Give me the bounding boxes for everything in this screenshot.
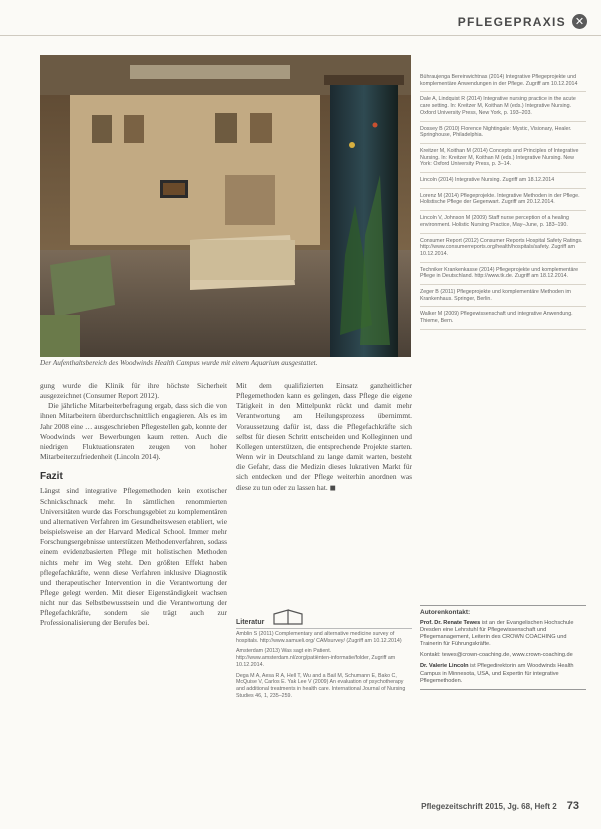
literature-box (236, 608, 412, 701)
author-2 (420, 663, 586, 684)
journal-citation: Pflegezeitschrift 2015, Jg. 68, Heft 2 (421, 802, 557, 811)
author-1-contact: Kontakt: tewes@crown-coaching.de, www.crown-coaching.de (420, 652, 573, 659)
section-heading: Fazit (40, 471, 63, 483)
header-rule (0, 35, 601, 36)
author-1-name: Prof. Dr. Renate Tewes (420, 620, 481, 626)
text-column-2 (236, 381, 412, 493)
reference-item: Bühraujenga Bereinwichtnas (2014) Integrative Pflegeprojekte und komplementäre Anwendungen in der Pflege. Zugriff am 10.12.2014 (420, 70, 586, 92)
paragraph: Mit dem qualifizierten Einsatz ganzheitlicher Pflegemethoden kann es gelingen, dass Pflege die eigene Tätigkeit in den Mittelpunkt rückt und damit mehr Verantwortung am Heilungsprozess übernimmt. Voraussetzung dafür ist, dass die Pflegefachkräfte sich selbst für diesen Schritt entscheiden und Kolleginnen und Kollegen unterstützen, die entsprechende Projekte starten. Wenn wir in Deutschland zu lange damit warten, besteht die Gefahr, dass die Medizin dieses lukrativen Markt für sich entdecken und der Pflege weiterhin anordnen was diese zu tun oder zu lassen hat. ◼ (236, 381, 412, 492)
reference-item: Dossey B (2010) Florence Nightingale: Mystic, Visionary, Healer. Springhouse, Philadelphia. (420, 122, 586, 144)
photo-caption: Der Aufenthaltsbereich des Woodwinds Health Campus wurde mit einem Aquarium ausgestattet. (40, 359, 318, 367)
reference-item: Kreitzer M, Koithan M (2014) Concepts and Principles of Integrative Nursing. In: Kreitzer M, Koithan M (eds.) Integrative Nursing. New York: Oxford University Press, p. 3–14. (420, 144, 586, 173)
author-1 (420, 620, 586, 648)
literature-title: Literatur (236, 619, 265, 626)
author-2-bio: ist Pflegedirektorin am Woodwinds Health Campus in Minnesota, USA, und Expertin für integrative Pflegemethoden. (420, 663, 574, 684)
literature-item: Amsterdam (2013) Was sagt ein Patient. http://www.amsterdam.nl/zorg/patiënten-informatie/folder, Zugriff am 10.12.2014. (236, 648, 396, 668)
paragraph: Längst sind integrative Pflegemethoden kein exotischer Schnickschnack mehr. In sämtlichen renommierten Universitäten wurde das Forschungsgebiet zu komplementären und alternativen Verfahren im Gesundheitswesen etabliert, wie beispielsweise an der Harvard Medical School. Immer mehr Forschungsergebnisse unterstützen Methodenverfahren, sodass einem evidenzbasierten Pflege mit holistischen Methoden nichts mehr im Weg steht. Den größten Effekt haben pflegefachkräfte, wenn diese Verfahren inklusive Diagnostik und therapeutischer Intervention in die Verantwortung der Pflege gelegt werden. Mit dieser Eigenständigkeit wachsen nicht nur das Selbstbewusstsein und die Verantwortung der Pflegefachkräfte, sondern sie trägt auch zur Professionalisierung der Berufes bei. (40, 486, 227, 628)
book-icon (272, 608, 306, 626)
literature-item: Amblin S (2011) Complementary and alternative medicine survey of hospitals. http://www.samueli.org/ CAMsurvey/ (Zugriff am 10.12.2014) (236, 631, 402, 644)
page-header (458, 14, 587, 29)
page-number: 73 (566, 800, 579, 812)
reference-item: Lorenz M (2014) Pflegeprojekte. Integrative Methoden in der Pflege. Holistische Pflege der Gegenwart. Zugriff am 20.12.2014. (420, 189, 586, 211)
author-contact-title: Autorenkontakt: (420, 609, 471, 616)
aquarium-photo (40, 55, 411, 357)
page-footer (421, 800, 579, 812)
literature-header (236, 608, 412, 629)
author-contact-box (420, 605, 586, 690)
author-1-bio: ist an der Evangelischen Hochschule Dresden eine Lehrstuhl für Pflegewissenschaft und Pflegemanagement, Leiterin des CROWN COACHING und Trainerin für Führungskräfte. (420, 620, 574, 648)
reference-item: Consumer Report (2012) Consumer Reports Hospital Safety Ratings. http://www.consumerreports.org/health/hospitals/safety. Zugriff am 10.12.2014. (420, 234, 586, 263)
reference-item: Lincoln (2014) Integrative Nursing. Zugriff am 18.12.2014 (420, 173, 586, 189)
paragraph: gung wurde die Klinik für ihre höchste Sicherheit ausgezeichnet (Consumer Report 2012). (40, 381, 227, 401)
reference-list (420, 70, 586, 330)
text-column-1 (40, 381, 227, 629)
reference-item: Walker M (2009) Pflegewissenschaft und integrative Anwendung. Thieme, Bern. (420, 307, 586, 329)
paragraph: Die jährliche Mitarbeiterbefragung ergab, dass sich die von ihnen Mitarbeitern überdurchschnittlich engagieren. Als es im Jahr 2008 eine … ausgeschrieben Pflegestellen gab, konnte der Woodwinds wer Bewerbungen kaum retten. Auch die niedrigen Fluktuationsraten zeugen von hoher Mitarbeiterzufriedenheit (Lincoln 2014). (40, 401, 227, 462)
section-title: PFLEGEPRAXIS (457, 14, 566, 29)
reference-item: Lincoln V, Johnson M (2009) Staff nurse perception of a healing environment. Holistic Nursing Practice, May–June, p. 183–190. (420, 211, 586, 233)
author-2-name: Dr. Valerie Lincoln (420, 663, 469, 670)
reference-item: Dale A, Lindquist R (2014) Integrative nursing practice in the acute care setting. In: Kreitzer M, Koithan M (eds.) Integrative Nursing. Oxford University Press, New York, p. 193–203. (420, 92, 586, 121)
literature-item: Dega M A, Aesa R A, Hell T, Wu and a Bail M, Schumann E, Bako C, McQuise V, Carlos E. Yak Lee V (2009) An evaluation of psychotherapy and additional treatments in health care. International Journal of Nursing Studies 46, 1, 235–259. (236, 672, 406, 699)
reference-item: Techniker Krankenkasse (2014) Pflegeprojekte und komplementäre Pflege in Deutschland. http://www.tk.de. Zugriff am 18.12.2014. (420, 263, 586, 285)
close-icon: ✕ (572, 14, 587, 29)
reference-item: Zeger B (2011) Pflegeprojekte und komplementäre Methoden im Krankenhaus. Springer, Berlin. (420, 285, 586, 307)
